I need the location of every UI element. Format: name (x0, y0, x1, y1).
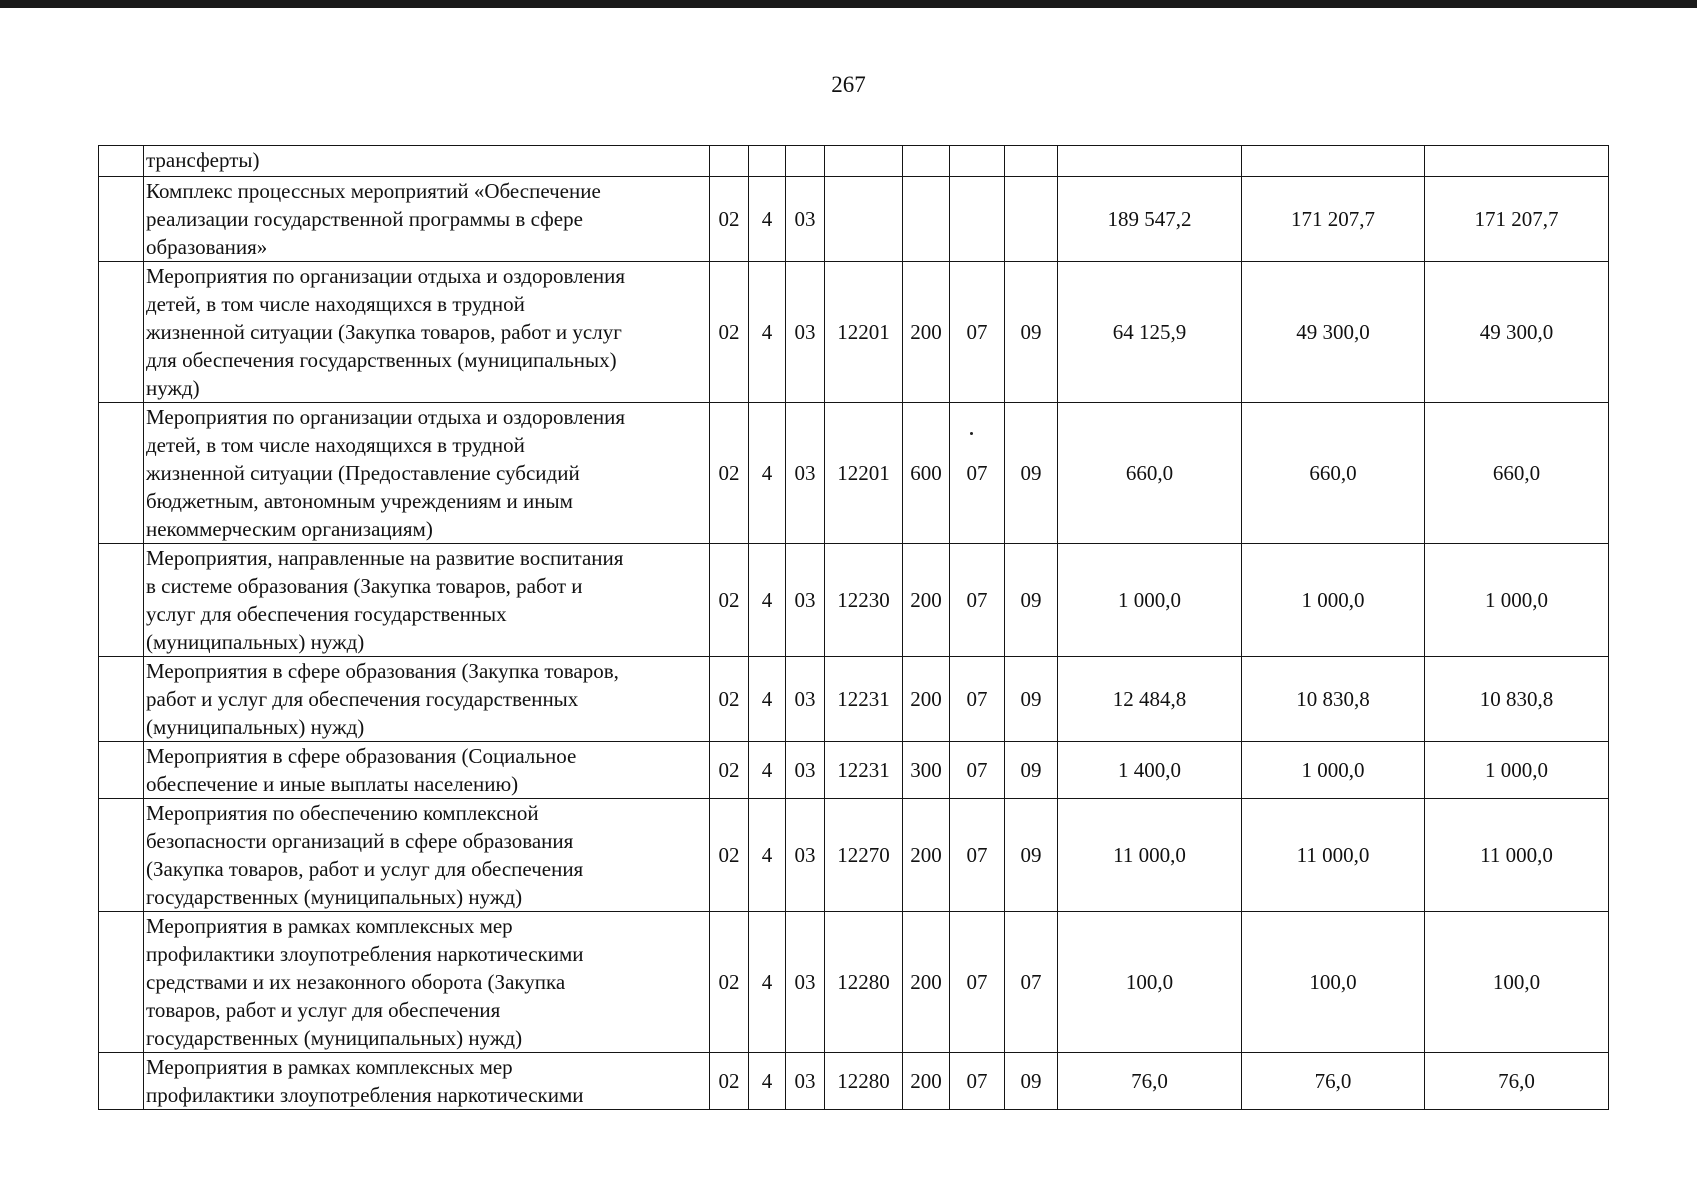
code-complex-cell: 03 (786, 657, 825, 742)
description-line: реализации государственной программы в сфере (146, 207, 583, 231)
description-cell (144, 403, 710, 544)
amount-year-3-cell: 660,0 (1425, 403, 1609, 544)
code-gp-cell: 02 (710, 799, 749, 912)
code-expense-type-cell: 200 (903, 657, 950, 742)
amount-year-2-cell: 1 000,0 (1242, 742, 1425, 799)
amount-year-2-cell: 76,0 (1242, 1053, 1425, 1110)
code-section-cell (950, 177, 1005, 262)
amount-year-1-cell: 64 125,9 (1058, 262, 1242, 403)
code-type-cell: 4 (749, 799, 786, 912)
description-line: работ и услуг для обеспечения государственных (146, 687, 579, 711)
amount-year-2-cell: 660,0 (1242, 403, 1425, 544)
code-direction-cell: 12270 (825, 799, 903, 912)
code-section-cell: 07 (950, 657, 1005, 742)
row-number-cell (99, 912, 144, 1053)
code-section-cell: 07 (950, 912, 1005, 1053)
code-section-cell: 07 (950, 1053, 1005, 1110)
code-subsection-cell: 09 (1005, 262, 1058, 403)
row-number-cell (99, 403, 144, 544)
table-row (99, 146, 1609, 177)
description-line: Мероприятия по организации отдыха и оздоровления (146, 405, 626, 429)
code-subsection-cell: 09 (1005, 1053, 1058, 1110)
table-row (99, 1053, 1609, 1110)
code-section-cell (950, 146, 1005, 177)
description-line: жизненной ситуации (Закупка товаров, работ и услуг (146, 320, 622, 344)
description-line: профилактики злоупотребления наркотическими (146, 942, 584, 966)
description-cell (144, 742, 710, 799)
code-type-cell: 4 (749, 403, 786, 544)
amount-year-1-cell (1058, 146, 1242, 177)
code-subsection-cell: 09 (1005, 544, 1058, 657)
scan-speck (970, 432, 973, 435)
description-cell (144, 544, 710, 657)
code-expense-type-cell: 300 (903, 742, 950, 799)
description-line: товаров, работ и услуг для обеспечения (146, 998, 501, 1022)
amount-year-1-cell: 11 000,0 (1058, 799, 1242, 912)
description-line: услуг для обеспечения государственных (146, 602, 507, 626)
code-type-cell: 4 (749, 262, 786, 403)
row-number-cell (99, 657, 144, 742)
description-line: Мероприятия в сфере образования (Социальное (146, 744, 577, 768)
code-section-cell: 07 (950, 262, 1005, 403)
description-line: бюджетным, автономным учреждениям и иным (146, 489, 573, 513)
code-type-cell: 4 (749, 912, 786, 1053)
code-expense-type-cell (903, 146, 950, 177)
amount-year-3-cell: 10 830,8 (1425, 657, 1609, 742)
code-gp-cell: 02 (710, 912, 749, 1053)
amount-year-3-cell: 11 000,0 (1425, 799, 1609, 912)
code-gp-cell: 02 (710, 544, 749, 657)
code-complex-cell: 03 (786, 799, 825, 912)
description-line: Мероприятия в сфере образования (Закупка товаров, (146, 659, 619, 683)
budget-table (98, 145, 1609, 1110)
code-complex-cell: 03 (786, 177, 825, 262)
description-line: средствами и их незаконного оборота (Закупка (146, 970, 566, 994)
amount-year-1-cell: 12 484,8 (1058, 657, 1242, 742)
code-gp-cell: 02 (710, 262, 749, 403)
code-gp-cell (710, 146, 749, 177)
code-expense-type-cell: 200 (903, 1053, 950, 1110)
code-subsection-cell (1005, 146, 1058, 177)
code-gp-cell: 02 (710, 657, 749, 742)
table-row (99, 403, 1609, 544)
code-direction-cell: 12201 (825, 403, 903, 544)
description-line: для обеспечения государственных (муниципальных) (146, 348, 617, 372)
row-number-cell (99, 799, 144, 912)
description-line: государственных (муниципальных) нужд) (146, 885, 523, 909)
table-row (99, 262, 1609, 403)
table-row (99, 177, 1609, 262)
code-expense-type-cell: 200 (903, 912, 950, 1053)
code-expense-type-cell: 600 (903, 403, 950, 544)
row-number-cell (99, 177, 144, 262)
code-gp-cell: 02 (710, 742, 749, 799)
table-row (99, 544, 1609, 657)
description-line: (муниципальных) нужд) (146, 630, 365, 654)
code-section-cell: 07 (950, 742, 1005, 799)
code-gp-cell: 02 (710, 177, 749, 262)
code-direction-cell: 12231 (825, 742, 903, 799)
amount-year-1-cell: 76,0 (1058, 1053, 1242, 1110)
amount-year-1-cell: 1 000,0 (1058, 544, 1242, 657)
description-line: Мероприятия в рамках комплексных мер (146, 1055, 513, 1079)
description-cell (144, 799, 710, 912)
code-expense-type-cell: 200 (903, 262, 950, 403)
amount-year-2-cell: 171 207,7 (1242, 177, 1425, 262)
budget-table-body (99, 146, 1609, 1110)
page-number: 267 (831, 72, 866, 97)
amount-year-1-cell: 660,0 (1058, 403, 1242, 544)
amount-year-3-cell (1425, 146, 1609, 177)
description-line: государственных (муниципальных) нужд) (146, 1026, 523, 1050)
code-expense-type-cell: 200 (903, 799, 950, 912)
code-complex-cell: 03 (786, 912, 825, 1053)
amount-year-3-cell: 1 000,0 (1425, 742, 1609, 799)
code-direction-cell (825, 146, 903, 177)
scan-edge-bar (0, 0, 1697, 8)
code-direction-cell: 12231 (825, 657, 903, 742)
row-number-cell (99, 262, 144, 403)
code-section-cell: 07 (950, 544, 1005, 657)
description-cell (144, 146, 710, 177)
description-line: трансферты) (146, 148, 260, 172)
description-line: Мероприятия по организации отдыха и оздоровления (146, 264, 626, 288)
description-line: Мероприятия, направленные на развитие воспитания (146, 546, 624, 570)
description-cell (144, 912, 710, 1053)
description-line: Мероприятия в рамках комплексных мер (146, 914, 513, 938)
amount-year-3-cell: 100,0 (1425, 912, 1609, 1053)
description-line: жизненной ситуации (Предоставление субсидий (146, 461, 580, 485)
amount-year-2-cell: 49 300,0 (1242, 262, 1425, 403)
code-type-cell: 4 (749, 657, 786, 742)
description-line: детей, в том числе находящихся в трудной (146, 292, 525, 316)
code-type-cell: 4 (749, 742, 786, 799)
amount-year-1-cell: 1 400,0 (1058, 742, 1242, 799)
description-line: нужд) (146, 376, 200, 400)
description-line: некоммерческим организациям) (146, 517, 433, 541)
table-row (99, 912, 1609, 1053)
code-complex-cell: 03 (786, 742, 825, 799)
description-line: (Закупка товаров, работ и услуг для обеспечения (146, 857, 584, 881)
amount-year-2-cell: 11 000,0 (1242, 799, 1425, 912)
code-type-cell: 4 (749, 1053, 786, 1110)
description-line: обеспечение и иные выплаты населению) (146, 772, 519, 796)
code-complex-cell: 03 (786, 1053, 825, 1110)
code-expense-type-cell (903, 177, 950, 262)
description-line: в системе образования (Закупка товаров, работ и (146, 574, 583, 598)
code-subsection-cell: 09 (1005, 403, 1058, 544)
code-subsection-cell: 09 (1005, 742, 1058, 799)
description-cell (144, 1053, 710, 1110)
code-subsection-cell: 09 (1005, 799, 1058, 912)
table-row (99, 657, 1609, 742)
amount-year-1-cell: 100,0 (1058, 912, 1242, 1053)
description-line: Мероприятия по обеспечению комплексной (146, 801, 539, 825)
amount-year-1-cell: 189 547,2 (1058, 177, 1242, 262)
code-subsection-cell: 09 (1005, 657, 1058, 742)
code-gp-cell: 02 (710, 1053, 749, 1110)
code-direction-cell: 12280 (825, 1053, 903, 1110)
code-section-cell: 07 (950, 799, 1005, 912)
row-number-cell (99, 1053, 144, 1110)
code-type-cell: 4 (749, 177, 786, 262)
code-expense-type-cell: 200 (903, 544, 950, 657)
code-direction-cell (825, 177, 903, 262)
amount-year-3-cell: 1 000,0 (1425, 544, 1609, 657)
code-subsection-cell (1005, 177, 1058, 262)
amount-year-3-cell: 171 207,7 (1425, 177, 1609, 262)
code-direction-cell: 12280 (825, 912, 903, 1053)
description-line: образования» (146, 235, 268, 259)
amount-year-3-cell: 49 300,0 (1425, 262, 1609, 403)
code-complex-cell: 03 (786, 262, 825, 403)
description-line: Комплекс процессных мероприятий «Обеспечение (146, 179, 601, 203)
description-line: (муниципальных) нужд) (146, 715, 365, 739)
code-complex-cell: 03 (786, 403, 825, 544)
amount-year-2-cell (1242, 146, 1425, 177)
row-number-cell (99, 742, 144, 799)
row-number-cell (99, 146, 144, 177)
code-gp-cell: 02 (710, 403, 749, 544)
code-complex-cell: 03 (786, 544, 825, 657)
code-section-cell: 07 (950, 403, 1005, 544)
table-row (99, 742, 1609, 799)
code-direction-cell: 12230 (825, 544, 903, 657)
code-subsection-cell: 07 (1005, 912, 1058, 1053)
code-type-cell (749, 146, 786, 177)
amount-year-3-cell: 76,0 (1425, 1053, 1609, 1110)
code-complex-cell (786, 146, 825, 177)
amount-year-2-cell: 100,0 (1242, 912, 1425, 1053)
description-cell (144, 262, 710, 403)
description-line: безопасности организаций в сфере образования (146, 829, 574, 853)
amount-year-2-cell: 10 830,8 (1242, 657, 1425, 742)
code-type-cell: 4 (749, 544, 786, 657)
description-cell (144, 657, 710, 742)
code-direction-cell: 12201 (825, 262, 903, 403)
description-line: профилактики злоупотребления наркотическими (146, 1083, 584, 1107)
row-number-cell (99, 544, 144, 657)
description-line: детей, в том числе находящихся в трудной (146, 433, 525, 457)
table-row (99, 799, 1609, 912)
description-cell (144, 177, 710, 262)
amount-year-2-cell: 1 000,0 (1242, 544, 1425, 657)
